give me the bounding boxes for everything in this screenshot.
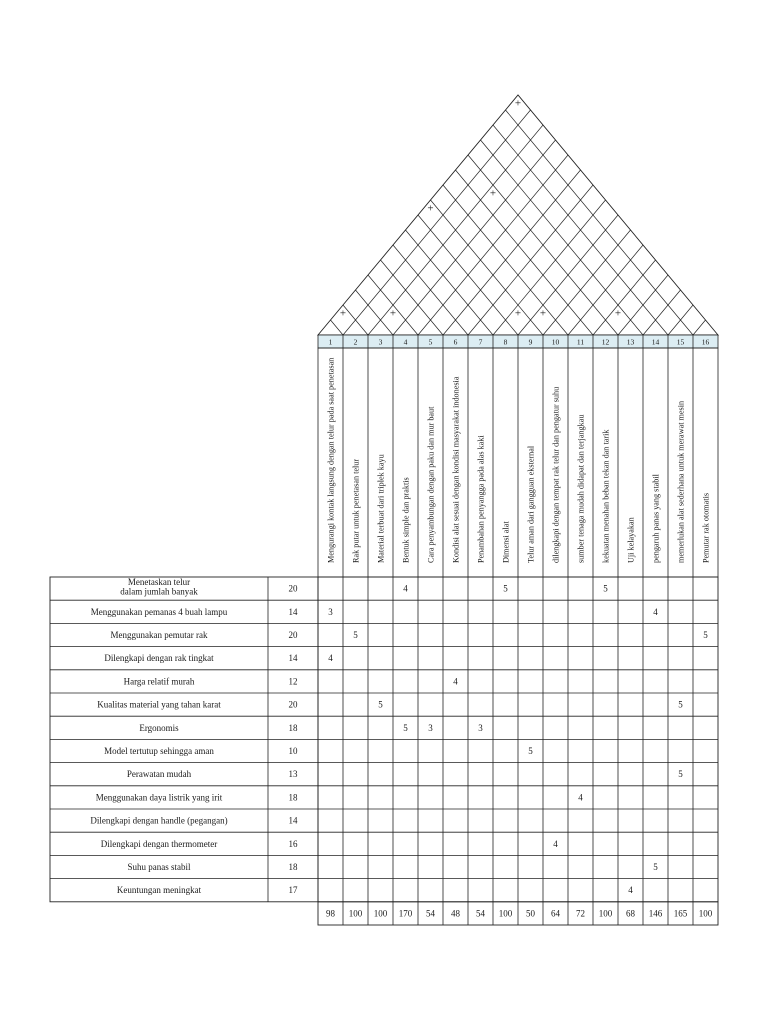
technical-requirement-label: Pemutar rak otomatis	[701, 492, 711, 563]
relationship-value: 5	[678, 699, 683, 710]
technical-importance-total: 100	[498, 908, 513, 919]
customer-need-label: Menggunakan daya listrik yang irit	[95, 792, 223, 803]
technical-requirement-label: Penambahan penyangga pada alas kaki	[476, 435, 486, 563]
column-number: 12	[601, 337, 610, 347]
relationship-value: 5	[703, 630, 708, 640]
column-number: 11	[576, 337, 585, 347]
technical-requirement-label: kekuatan menahan beban tekan dan tarik	[601, 429, 611, 563]
technical-requirement-label: memerlukan alat sederhana untuk merawat mesin	[676, 400, 686, 563]
correlation-mark: +	[539, 307, 547, 320]
relationship-value: 5	[603, 583, 608, 594]
column-number: 4	[403, 337, 408, 347]
customer-need-label: dalam jumlah banyak	[120, 586, 198, 597]
column-number: 1	[328, 337, 333, 347]
technical-importance-total: 100	[373, 908, 388, 919]
technical-requirement-label: Rak putar untuk penetasan telur	[351, 458, 361, 563]
technical-requirement-label: Bentuk simple dan praktis	[401, 477, 411, 563]
technical-requirement-label: sumber tenaga mudah didapat dan terjangkau	[576, 414, 586, 563]
relationship-value: 5	[353, 630, 358, 640]
technical-requirement-label: pengaruh panas yang stabil	[651, 474, 661, 563]
importance-weight: 14	[288, 815, 298, 826]
technical-requirement-label: Kondisi alat sesuai dengan kondisi masyarakat indonesia	[451, 376, 461, 563]
technical-importance-total: 100	[598, 908, 613, 919]
customer-need-label: Perawatan mudah	[126, 769, 192, 780]
relationship-value: 5	[378, 699, 383, 710]
importance-weight: 18	[288, 792, 298, 803]
relationship-matrix	[318, 577, 718, 902]
relationship-value: 4	[403, 583, 408, 594]
customer-need-label: Harga relatif murah	[123, 676, 195, 687]
relationship-value: 4	[653, 606, 658, 617]
correlation-mark: +	[514, 97, 522, 110]
customer-need-label: Suhu panas stabil	[127, 862, 191, 872]
column-number: 3	[378, 337, 383, 347]
importance-weight: 20	[288, 630, 298, 640]
customer-need-label: Menggunakan pemanas 4 buah lampu	[90, 606, 228, 617]
correlation-mark: +	[489, 187, 497, 200]
column-number: 7	[478, 337, 483, 347]
customer-needs-table	[50, 577, 318, 902]
customer-need-label: Model tertutup sehingga aman	[104, 746, 214, 756]
technical-requirement-label: Material terbuat dari triplek kayu	[376, 454, 386, 563]
customer-need-label: Menggunakan pemutar rak	[110, 630, 208, 640]
importance-weight: 12	[288, 676, 298, 687]
relationship-value: 4	[553, 838, 558, 849]
importance-weight: 18	[288, 862, 298, 872]
importance-weight: 14	[288, 606, 298, 617]
relationship-value: 3	[478, 722, 483, 733]
column-number: 9	[528, 337, 533, 347]
technical-importance-total: 48	[451, 908, 460, 919]
technical-requirement-label: Cara penyambungan dengan paku dan mur baut	[426, 406, 436, 563]
column-number: 8	[503, 337, 508, 347]
technical-importance-total: 72	[576, 908, 585, 919]
customer-need-label: Dilengkapi dengan rak tingkat	[104, 653, 214, 664]
correlation-mark: +	[427, 202, 434, 215]
column-number: 5	[428, 337, 433, 347]
technical-importance-total: 54	[426, 908, 435, 919]
technical-requirement-label: Telur aman dari gangguan eksternal	[526, 445, 536, 563]
relationship-value: 5	[403, 722, 408, 733]
importance-weight: 16	[288, 838, 298, 849]
customer-need-label: Kualitas material yang tahan karat	[97, 699, 221, 710]
technical-requirement-label: dilengkapi dengan tempat rak telur dan pengatur suhu	[551, 386, 561, 563]
importance-weight: 20	[288, 699, 298, 710]
relationship-value: 4	[328, 653, 333, 664]
technical-importance-total: 170	[398, 908, 413, 919]
relationship-value: 3	[328, 606, 333, 617]
correlation-roof	[318, 95, 718, 335]
technical-importance-total: 64	[551, 908, 560, 919]
technical-importance-total: 54	[476, 908, 485, 919]
technical-importance-total: 165	[673, 908, 688, 919]
relationship-value: 5	[653, 862, 658, 872]
customer-need-label: Keuntungan meningkat	[116, 885, 202, 896]
column-number: 13	[626, 337, 635, 347]
correlation-mark: +	[389, 307, 397, 320]
customer-need-label: Ergonomis	[139, 722, 179, 733]
technical-importance-total: 100	[698, 908, 713, 919]
technical-requirement-label: Mengurangi kontak langsung dengan telur pada saat penetasan	[326, 357, 336, 563]
technical-requirement-label: Uji kelayakan	[626, 517, 636, 563]
column-number: 6	[453, 337, 458, 347]
customer-need-label: Dilengkapi dengan thermometer	[100, 838, 218, 849]
column-number: 2	[353, 337, 358, 347]
column-number: 16	[701, 337, 710, 347]
relationship-value: 4	[453, 676, 458, 687]
correlation-mark: +	[514, 307, 522, 320]
relationship-value: 4	[578, 792, 583, 803]
correlation-mark: +	[614, 307, 622, 320]
importance-weight: 18	[288, 722, 298, 733]
technical-importance-total: 50	[526, 908, 535, 919]
technical-requirement-label: Dimensi alat	[501, 521, 511, 563]
customer-need-label: Menetaskan telur	[127, 577, 191, 587]
correlation-mark: +	[339, 307, 347, 320]
customer-need-label: Dilengkapi dengan handle (pegangan)	[90, 815, 228, 826]
relationship-value: 4	[628, 885, 633, 896]
technical-importance-total: 146	[648, 908, 663, 919]
technical-requirements-header	[318, 335, 718, 577]
relationship-value: 5	[528, 746, 533, 756]
importance-weight: 20	[288, 583, 298, 594]
technical-importance-total: 68	[626, 908, 635, 919]
relationship-value: 5	[678, 769, 683, 780]
relationship-value: 3	[428, 722, 433, 733]
technical-importance-totals	[318, 902, 718, 925]
column-number: 14	[651, 337, 660, 347]
column-number: 15	[676, 337, 685, 347]
importance-weight: 14	[288, 653, 298, 664]
importance-weight: 10	[288, 746, 298, 756]
importance-weight: 13	[288, 769, 298, 780]
column-number: 10	[551, 337, 560, 347]
importance-weight: 17	[288, 885, 298, 896]
technical-importance-total: 98	[326, 908, 335, 919]
technical-importance-total: 100	[348, 908, 363, 919]
relationship-value: 5	[503, 583, 508, 594]
